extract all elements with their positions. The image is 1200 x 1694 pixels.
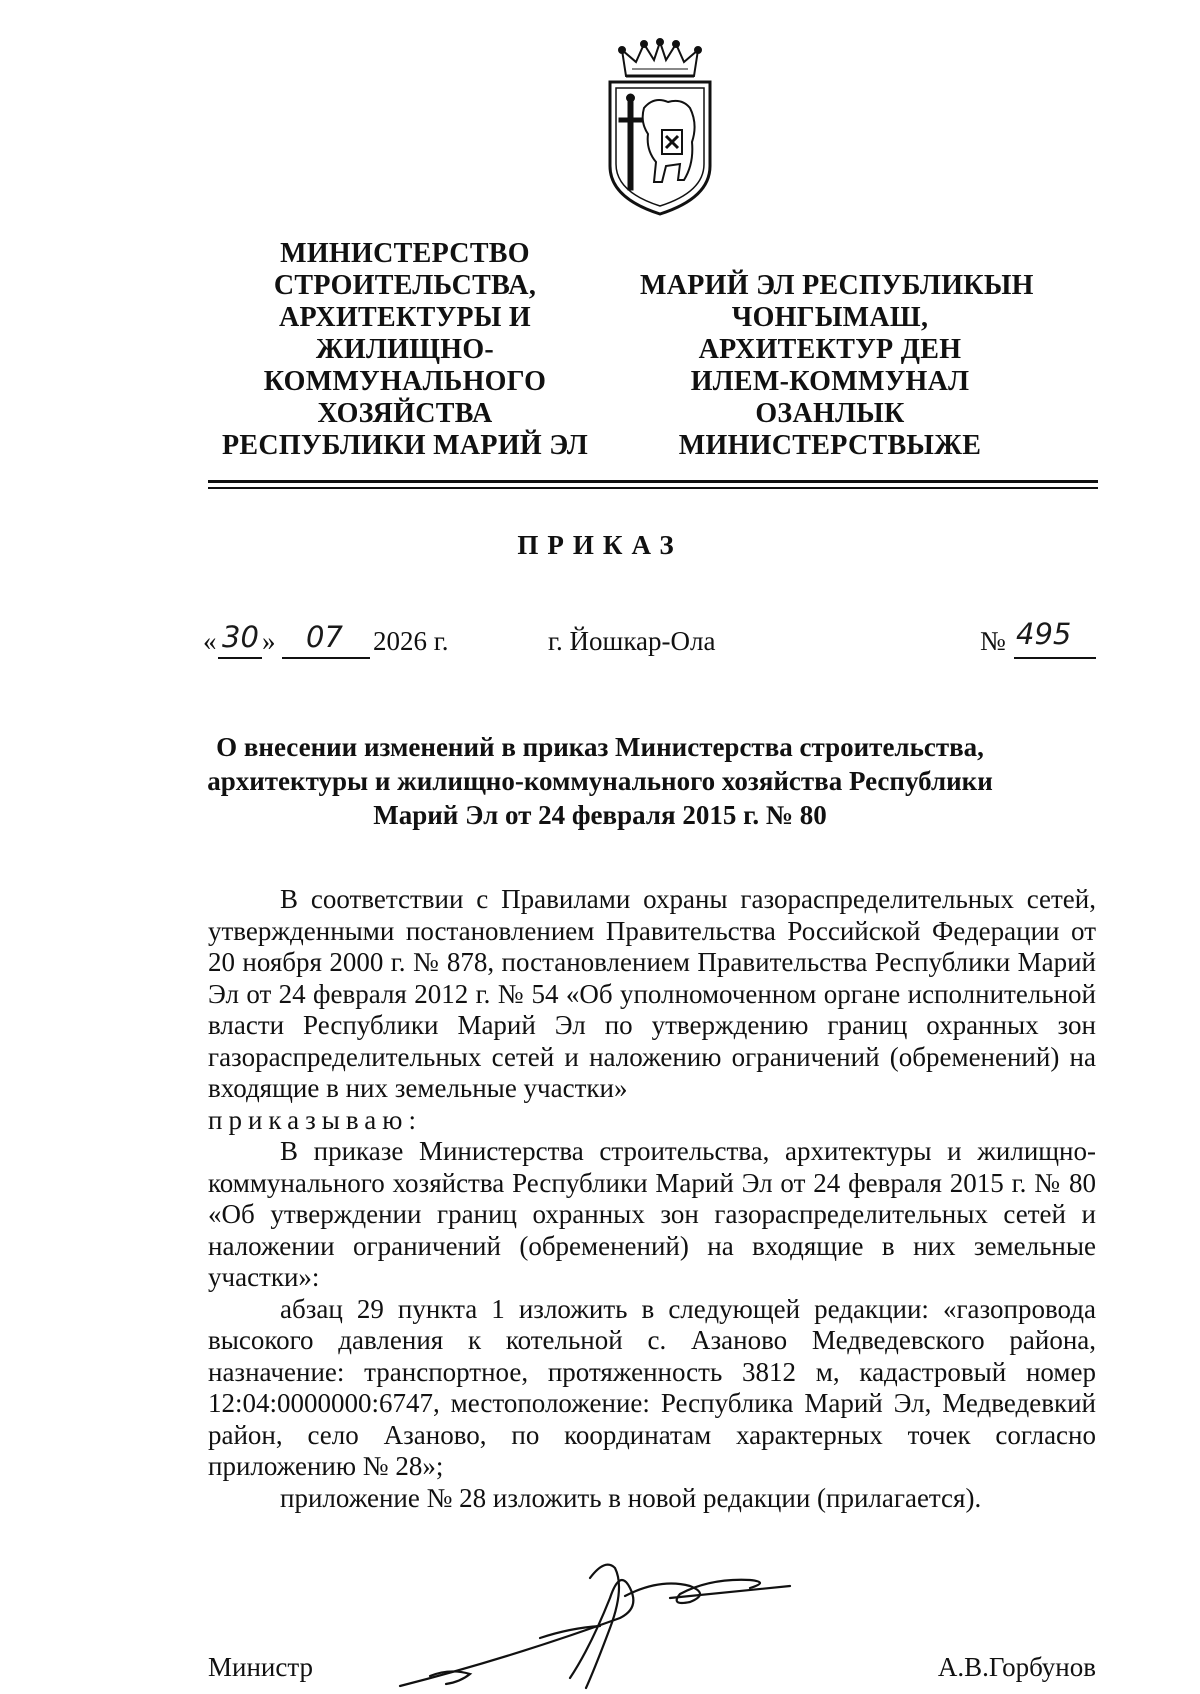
handwritten-signature-icon	[390, 1558, 830, 1694]
ministry-name-ru-line: КОММУНАЛЬНОГО	[263, 366, 547, 397]
ministry-name-ru-line: ЖИЛИЩНО-	[315, 334, 495, 365]
number-underline	[1014, 657, 1096, 659]
signatory-name: А.В.Горбунов	[937, 1652, 1096, 1682]
paragraph-paragraph-29: абзац 29 пункта 1 изложить в следующей редакции: «газопровода высокого давления к котельной с. Азаново Медведевского района, назначение: транспортное, протяженность 3812 м, кадастровый номер 12:04:0000000:6747, местоположение: Республика Марий Эл, Медведевкий район, село Азаново, по координатам характерных точек согласно приложению № 28»;	[208, 1293, 1096, 1481]
ministry-name-mari-line: МИНИСТЕРСТВЫЖЕ	[678, 430, 982, 461]
ministry-name-russian	[205, 238, 605, 462]
coat-of-arms-icon	[604, 38, 716, 216]
preamble-text: В соответствии с Правилами охраны газораспределительных сетей, утвержденными постановлением Правительства Российской Федерации от 20 ноября 2000 г. № 878, постановлением Правительства Республики Марий Эл от 24 февраля 2012 г. № 54 «Об уполномоченном органе исполнительной власти Республики Марий Эл по утверждению границ охранных зон газораспределительных сетей и наложению ограничений (обременений) на входящие в них земельные участки»	[208, 884, 1096, 1103]
paragraph-preamble	[208, 884, 1096, 1105]
ministry-name-mari-line: ИЛЕМ-КОММУНАЛ	[690, 366, 970, 397]
document-number: 495	[1016, 617, 1072, 651]
ministry-name-mari-line: ЧОНГЫМАШ,	[731, 302, 929, 333]
header-divider-thin	[208, 487, 1098, 489]
date-month: 07	[306, 620, 343, 654]
ministry-name-mari-line: АРХИТЕКТУР ДЕН	[698, 334, 962, 365]
date-day-underline	[218, 657, 262, 659]
document-type-title: ПРИКАЗ	[517, 530, 683, 560]
subject-line: архитектуры и жилищно-коммунального хозяйства Республики	[207, 766, 993, 796]
ministry-name-mari-line: МАРИЙ ЭЛ РЕСПУБЛИКЫН	[640, 270, 1034, 301]
date-open-quote: «	[203, 626, 217, 656]
date-year: 2026 г.	[373, 626, 449, 656]
subject-line: Марий Эл от 24 февраля 2015 г. № 80	[373, 800, 827, 830]
ministry-name-mari	[640, 270, 1034, 462]
ministry-name-mari-line: ОЗАНЛЫК	[755, 398, 905, 429]
subject-line: О внесении изменений в приказ Министерства строительства,	[216, 732, 984, 762]
header-divider-thick	[208, 480, 1098, 483]
date-close-quote: »	[262, 626, 276, 656]
document-subject	[0, 730, 1200, 832]
ministry-name-ru-line: АРХИТЕКТУРЫ И	[279, 302, 531, 333]
date-day: 30	[222, 620, 259, 654]
ministry-name-ru-line: МИНИСТЕРСТВО	[280, 238, 530, 269]
paragraph-order-word	[208, 1105, 1096, 1137]
ministry-name-ru-line: РЕСПУБЛИКИ МАРИЙ ЭЛ	[222, 430, 588, 461]
ministry-name-ru-line: СТРОИТЕЛЬСТВА,	[273, 270, 537, 301]
city: г. Йошкар-Ола	[548, 626, 716, 656]
paragraph-amendment: В приказе Министерства строительства, архитектуры и жилищно-коммунального хозяйства Республики Марий Эл от 24 февраля 2015 г. № 80 «Об утверждении границ охранных зон газораспределительных сетей и наложении ограничений (обременений) на входящие в них земельные участки»:	[208, 1136, 1096, 1292]
paragraph-appendix: приложение № 28 изложить в новой редакции (прилагается).	[280, 1482, 982, 1513]
number-label: №	[980, 626, 1006, 656]
order-word: приказываю:	[208, 1104, 422, 1135]
date-month-underline	[282, 657, 370, 659]
ministry-name-ru-line: ХОЗЯЙСТВА	[317, 398, 493, 429]
document-body	[208, 884, 1096, 1514]
signatory-title: Министр	[208, 1652, 313, 1682]
